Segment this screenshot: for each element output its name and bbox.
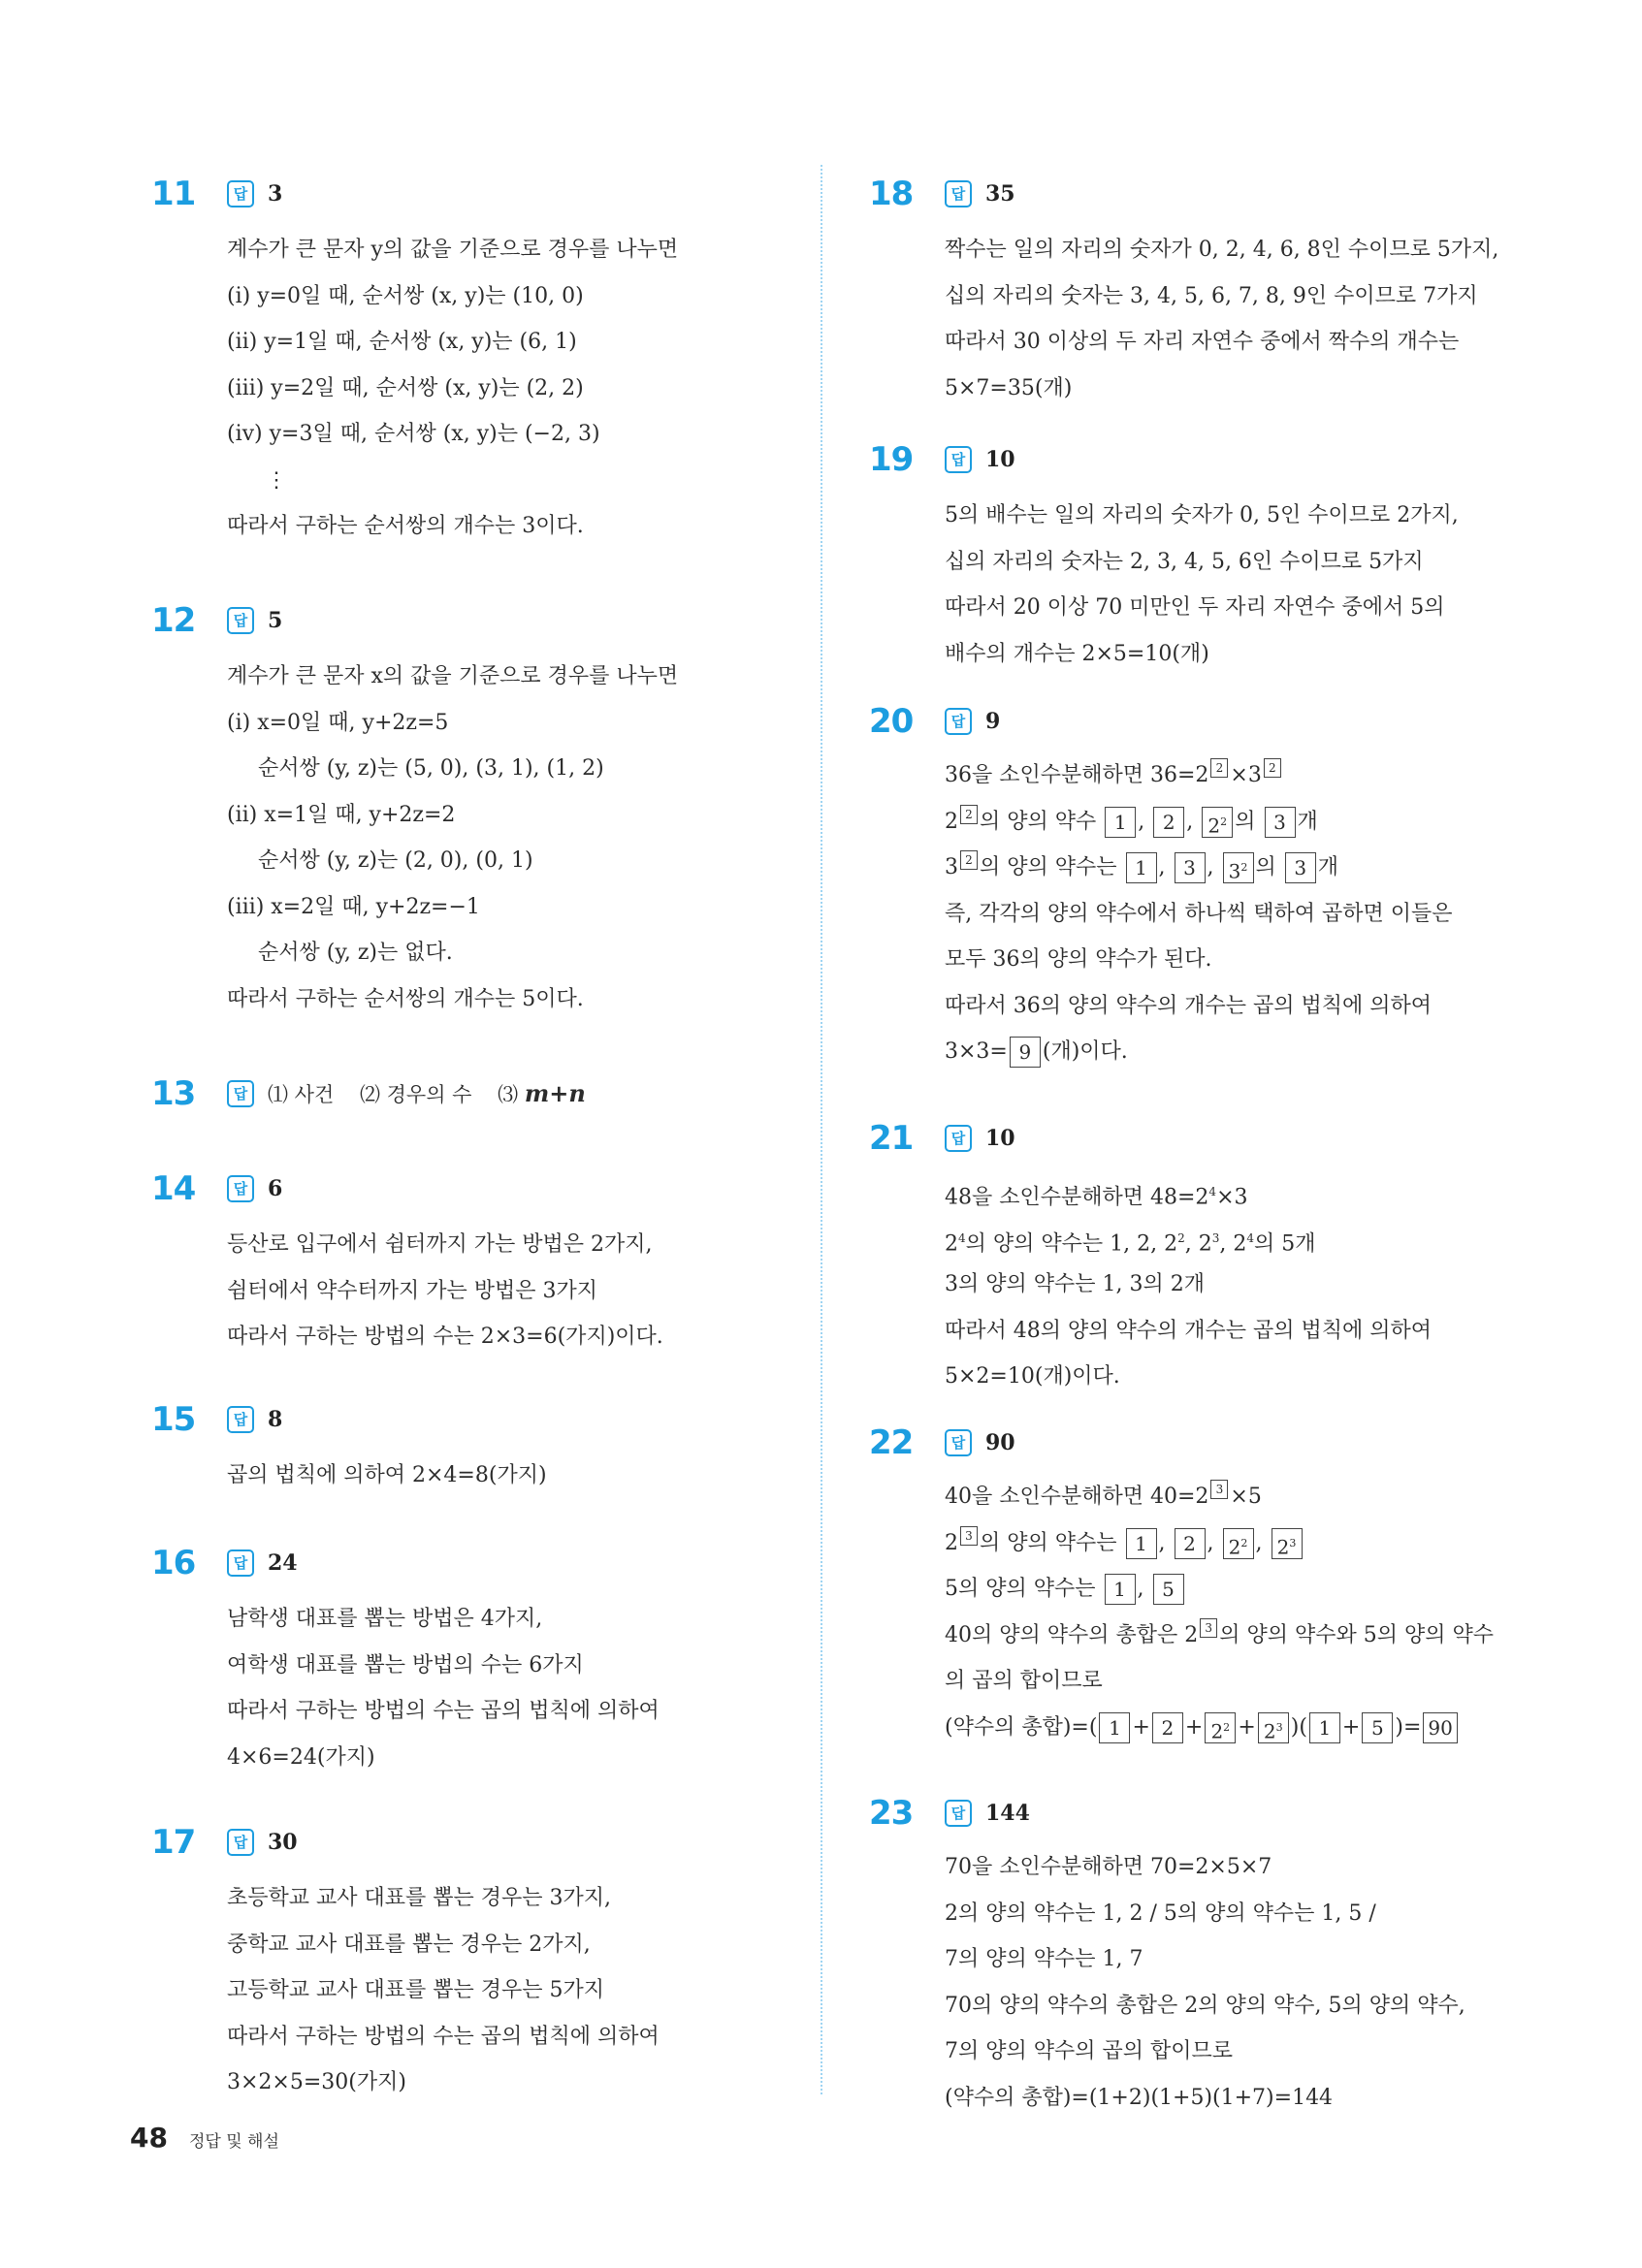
solution-line: 40을 소인수분해하면 40=2 3 ×5	[945, 1474, 1494, 1520]
solution-line: 쉼터에서 약수터까지 가는 방법은 3가지	[227, 1278, 598, 1303]
ellipsis: ⋮	[266, 467, 287, 493]
solution-line: 남학생 대표를 뽑는 방법은 4가지,	[227, 1607, 543, 1631]
solution-line: 등산로 입구에서 쉼터까지 가는 방법은 2가지,	[227, 1232, 653, 1257]
solution-line: 3 2 의 양의 약수는 1 , 3 , $3^2$ 의 3 개	[945, 845, 1453, 891]
solution-line: 5×7=35(개)	[945, 375, 1073, 400]
solution-line: 따라서 구하는 순서쌍의 개수는 5이다.	[227, 986, 584, 1011]
solution-line: 초등학교 교사 대표를 뽑는 경우는 3가지,	[227, 1886, 611, 1910]
solution-line: 따라서 36의 양의 약수의 개수는 곱의 법칙에 의하여	[945, 993, 1432, 1018]
problem-number: 13	[151, 1074, 196, 1113]
problem-22	[869, 1421, 1494, 1750]
answer-icon: 답	[945, 180, 972, 208]
blank-box: 2	[1264, 758, 1281, 778]
blank-box: 1	[1126, 1528, 1157, 1559]
solution-line: 배수의 개수는 2×5=10(개)	[945, 641, 1209, 666]
solution-line: 계수가 큰 문자 y의 값을 기준으로 경우를 나누면	[227, 238, 679, 262]
answer-part-1: ⑴ 사건	[268, 1083, 335, 1106]
answer-part-3-formula: m+n	[524, 1079, 586, 1107]
answer-icon: 답	[227, 1549, 254, 1577]
blank-box: $2^3$	[1272, 1528, 1303, 1559]
solution-line: 십의 자리의 숫자는 3, 4, 5, 6, 7, 8, 9인 수이므로 7가지	[945, 283, 1478, 308]
answer-icon: 답	[945, 1429, 972, 1456]
blank-box: 5	[1153, 1574, 1184, 1605]
blank-box: 5	[1362, 1712, 1393, 1743]
problem-13	[151, 1072, 586, 1115]
solution-line: 모두 36의 양의 약수가 된다.	[945, 947, 1212, 972]
solution-line: 7의 양의 약수의 곱의 합이므로	[945, 2039, 1233, 2063]
blank-box: 1	[1309, 1712, 1340, 1743]
solution-line: 중학교 교사 대표를 뽑는 경우는 2가지,	[227, 1932, 591, 1957]
problem-12	[151, 599, 678, 1022]
solution-line: 2 3 의 양의 약수는 1 , 2 , $2^2$ , $2^3$	[945, 1520, 1494, 1567]
solution-line: 4×6=24(가지)	[227, 1744, 375, 1770]
solution-line: 70을 소인수분해하면 70=2×5×7	[945, 1855, 1272, 1879]
solution-line: 5의 배수는 일의 자리의 숫자가 0, 5인 수이므로 2가지,	[945, 503, 1459, 527]
blank-box: 2	[960, 805, 978, 824]
solution-line: 순서쌍 (y, z)는 없다.	[258, 941, 453, 965]
solution-line: (약수의 총합)=( $1 + 2 + 2^2 + 2^3$ )( 1 + 5 )= 90	[945, 1705, 1494, 1751]
solution-line: 고등학교 교사 대표를 뽑는 경우는 5가지	[227, 1978, 604, 2002]
answer: 5	[268, 608, 283, 633]
answer-icon: 답	[227, 1175, 254, 1202]
problem-number: 18	[869, 175, 914, 213]
blank-box: 3	[1210, 1480, 1228, 1499]
answer-icon: 답	[945, 1800, 972, 1827]
solution-line: (ⅳ) y=3일 때, 순서쌍 (x, y)는 (−2, 3)	[227, 422, 600, 446]
problem-18	[869, 173, 1498, 411]
problem-number: 14	[151, 1169, 196, 1208]
solution-line: (약수의 총합)=(1+2)(1+5)(1+7)=144	[945, 2085, 1334, 2110]
problem-number: 22	[869, 1423, 914, 1462]
answer: 30	[268, 1830, 298, 1855]
answer	[268, 1079, 586, 1108]
answer-part-2: ⑵ 경우의 수	[359, 1083, 472, 1106]
answer-part-3: ⑶	[498, 1083, 519, 1106]
problem-15	[151, 1398, 547, 1499]
solution-line: 7의 양의 약수는 1, 7	[945, 1947, 1143, 1971]
blank-box: 2	[1153, 807, 1184, 838]
solution-line: 순서쌍 (y, z)는 (2, 0), (0, 1)	[258, 848, 533, 873]
solution-line: 따라서 구하는 순서쌍의 개수는 3이다.	[227, 514, 584, 538]
blank-box: $2^2$	[1202, 807, 1233, 838]
solution-line: 5×2=10(개)이다.	[945, 1364, 1120, 1389]
solution-line: (ⅱ) x=1일 때, y+2z=2	[227, 802, 456, 827]
answer-icon: 답	[227, 607, 254, 634]
problem-number: 11	[151, 175, 196, 213]
solution-line: 2 2 의 양의 약수 1 , 2 , $2^2$ 의 3 개	[945, 799, 1453, 846]
solution-line: (ⅲ) y=2일 때, 순서쌍 (x, y)는 (2, 2)	[227, 375, 584, 400]
problem-21	[869, 1117, 1432, 1400]
answer: 6	[268, 1176, 283, 1201]
solution-line: 즉, 각각의 양의 약수에서 하나씩 택하여 곱하면 이들은	[945, 901, 1453, 926]
solution-line: 40의 양의 약수의 총합은 2 3 의 양의 약수와 5의 양의 약수	[945, 1613, 1494, 1659]
solution-line: 48을 소인수분해하면 $48=2^4\times 3$	[945, 1185, 1248, 1210]
solution-line: (ⅲ) x=2일 때, y+2z=−1	[227, 894, 480, 919]
answer-icon: 답	[227, 1080, 254, 1107]
blank-box: 1	[1105, 1574, 1136, 1605]
solution-line: 짝수는 일의 자리의 숫자가 0, 2, 4, 6, 8인 수이므로 5가지,	[945, 238, 1499, 262]
blank-box: 3	[1175, 852, 1206, 883]
solution-line: 계수가 큰 문자 x의 값을 기준으로 경우를 나누면	[227, 664, 679, 688]
blank-box: $2^2$	[1223, 1528, 1254, 1559]
blank-box: 3	[1265, 807, 1296, 838]
problem-16	[151, 1542, 660, 1780]
solution-line: 3×3= 9 (개)이다.	[945, 1029, 1453, 1075]
solution-line: 따라서 30 이상의 두 자리 자연수 중에서 짝수의 개수는	[945, 330, 1460, 354]
solution-line: 곱의 법칙에 의하여 2×4=8(가지)	[227, 1463, 547, 1487]
solution-line: 5의 양의 약수는 1 , 5	[945, 1566, 1494, 1613]
column-divider	[821, 165, 822, 2094]
problem-11	[151, 173, 678, 550]
blank-box: $2^2$	[1205, 1712, 1236, 1743]
answer: 10	[985, 447, 1015, 472]
problem-14	[151, 1167, 663, 1360]
problem-number: 12	[151, 601, 196, 640]
solution-line: 따라서 20 이상 70 미만인 두 자리 자연수 중에서 5의	[945, 595, 1445, 620]
solution-line: (ⅰ) x=0일 때, y+2z=5	[227, 710, 449, 735]
answer: 24	[268, 1550, 298, 1576]
blank-box: 2	[1175, 1528, 1206, 1559]
problem-number: 21	[869, 1119, 914, 1158]
blank-box: 2	[1210, 758, 1228, 778]
problem-number: 15	[151, 1400, 196, 1439]
blank-box: 3	[1200, 1618, 1217, 1638]
blank-box: 1	[1126, 852, 1157, 883]
solution-line: 따라서 구하는 방법의 수는 곱의 법칙에 의하여	[227, 2024, 660, 2049]
answer-icon: 답	[227, 180, 254, 208]
solution-line: 3×2×5=30(가지)	[227, 2070, 406, 2094]
page-number: 48	[130, 2122, 168, 2154]
answer-icon: 답	[227, 1829, 254, 1856]
answer: 9	[985, 709, 1001, 734]
blank-box: $3^2$	[1223, 852, 1254, 883]
blank-box: 1	[1099, 1712, 1130, 1743]
solution-line: (ⅱ) y=1일 때, 순서쌍 (x, y)는 (6, 1)	[227, 330, 577, 354]
blank-box: 2	[1152, 1712, 1183, 1743]
solution-line: 70의 양의 약수의 총합은 2의 양의 약수, 5의 양의 약수,	[945, 1993, 1465, 2018]
solution-line: 따라서 48의 양의 약수의 개수는 곱의 법칙에 의하여	[945, 1318, 1432, 1343]
solution-line: 의 곱의 합이므로	[945, 1669, 1103, 1693]
page-footer	[130, 2122, 279, 2154]
problem-19	[869, 438, 1459, 677]
blank-box: 90	[1423, 1712, 1457, 1743]
answer-icon: 답	[945, 1125, 972, 1152]
answer-icon: 답	[945, 708, 972, 735]
solution-line: 따라서 구하는 방법의 수는 곱의 법칙에 의하여	[227, 1699, 660, 1723]
problem-number: 23	[869, 1794, 914, 1833]
solution-line: 여학생 대표를 뽑는 방법의 수는 6가지	[227, 1652, 584, 1677]
answer-icon: 답	[945, 446, 972, 473]
blank-box: $2^3$	[1258, 1712, 1289, 1743]
blank-box: 1	[1105, 807, 1136, 838]
answer: 144	[985, 1801, 1030, 1826]
page-title: 정답 및 해설	[188, 2132, 279, 2152]
problem-17	[151, 1821, 660, 2106]
problem-number: 20	[869, 702, 914, 741]
solution-line: $2^4$의 양의 약수는 1, 2, $2^2$, $2^3$, $2^4$의 5개	[945, 1230, 1316, 1256]
answer: 90	[985, 1430, 1015, 1455]
blank-box: 3	[960, 1526, 978, 1546]
answer-icon: 답	[227, 1406, 254, 1433]
solution-line: 3의 양의 약수는 1, 3의 2개	[945, 1272, 1205, 1296]
solution-line: 순서쌍 (y, z)는 (5, 0), (3, 1), (1, 2)	[258, 756, 604, 781]
answer: 35	[985, 181, 1015, 207]
blank-box: 2	[960, 850, 978, 870]
problem-23	[869, 1792, 1465, 2121]
blank-box: 3	[1285, 852, 1316, 883]
solution-line: 따라서 구하는 방법의 수는 2×3=6(가지)이다.	[227, 1325, 663, 1349]
solution-line: 36을 소인수분해하면 36=2 2 ×3 2	[945, 752, 1453, 799]
problem-20	[869, 700, 1453, 1075]
problem-number: 19	[869, 440, 914, 479]
solution-line: 2의 양의 약수는 1, 2 / 5의 양의 약수는 1, 5 /	[945, 1901, 1376, 1926]
solution-line: (ⅰ) y=0일 때, 순서쌍 (x, y)는 (10, 0)	[227, 283, 584, 308]
problem-number: 16	[151, 1544, 196, 1582]
problem-number: 17	[151, 1823, 196, 1862]
blank-box: 9	[1010, 1037, 1041, 1068]
solution-line: 십의 자리의 숫자는 2, 3, 4, 5, 6인 수이므로 5가지	[945, 549, 1424, 574]
answer: 8	[268, 1407, 283, 1432]
answer: 10	[985, 1126, 1015, 1151]
answer: 3	[268, 181, 283, 207]
